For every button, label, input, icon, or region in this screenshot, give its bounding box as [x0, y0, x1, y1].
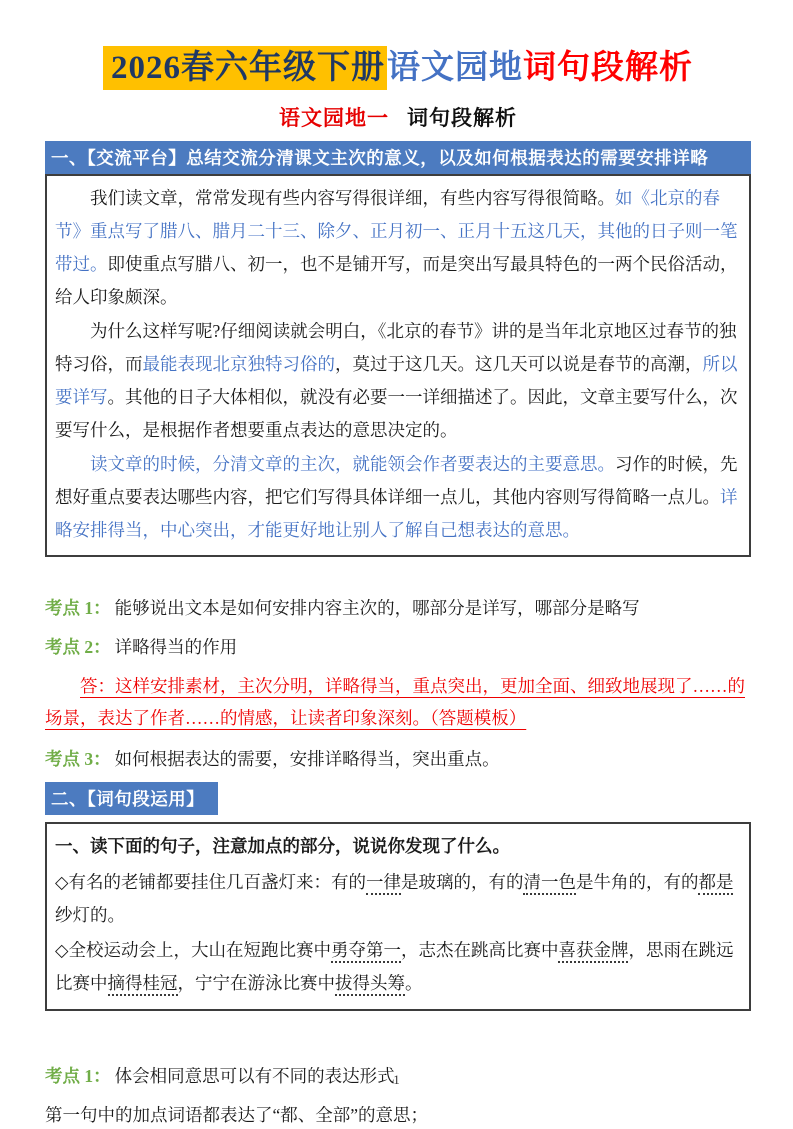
sentence-1-text-2: 是玻璃的，有的 — [400, 871, 524, 892]
kaodian-2-answer-text: 答：这样安排素材，主次分明，详略得当，重点突出，更加全面、细致地展现了……的场景，表达了作者……的情感，让读者印象深刻。（答题模板） — [45, 675, 745, 728]
kaodian-3-line — [45, 746, 751, 773]
paragraph-3-text: 习作的时候，先想好重点要表达哪些内容，把它们写得具体详细一点儿，其他内容则写得简略一点儿。 — [55, 453, 738, 507]
title-red-part: 词句段解析 — [523, 50, 693, 86]
sentence-2-emphasized-word-2: 喜获金牌 — [558, 940, 628, 963]
title-blue-part: 语文园地 — [387, 50, 523, 86]
kaodian-3-text: 如何根据表达的需要，安排详略得当，突出重点。 — [114, 749, 500, 770]
paragraph-2-text-3: 。其他的日子大体相似，就没有必要一一详细描述了。因此，文章主要写什么，次要写什么，是根据作者想要重点表达的意思决定的。 — [55, 387, 738, 441]
subtitle-unit-label: 语文园地一 — [279, 105, 389, 130]
kaodian-1-line — [45, 595, 751, 622]
usage-content-box — [45, 822, 751, 1010]
example-sentence-2 — [55, 934, 739, 1001]
kaodian-1-label: 考点 1： — [45, 598, 111, 619]
paragraph-3-highlight-2: 详略安排得当，中心突出，才能更好地让别人了解自己想表达的意思。 — [55, 486, 738, 540]
sentence-2-emphasized-word-1: 勇夺第一 — [331, 940, 401, 963]
sentence-1-emphasized-word-1: 一律 — [366, 872, 401, 895]
paragraph-2 — [55, 315, 739, 448]
kaodian-2-answer — [45, 670, 751, 735]
sentence-2-text-4: ，宁宁在游泳比赛中 — [177, 973, 335, 994]
sentence-2-text-3: ，思雨在跳远比赛中 — [55, 940, 734, 994]
kaodian-3-label: 考点 3： — [45, 749, 111, 770]
sentence-2-emphasized-word-4: 拔得头筹 — [335, 973, 405, 996]
paragraph-3-highlight: 读文章的时候，分清文章的主次，就能领会作者要表达的主要意思。 — [90, 453, 615, 474]
page-subtitle — [45, 102, 751, 132]
sentence-1-emphasized-word-2: 清一色 — [523, 872, 576, 895]
paragraph-1-text: 我们读文章，常常发现有些内容写得很详细，有些内容写得很简略。 — [90, 187, 615, 208]
sentence-2-emphasized-word-3: 摘得桂冠 — [108, 973, 178, 996]
page-title — [45, 44, 751, 94]
usage-kaodian-1-text: 体会相同意思可以有不同的表达形式 — [114, 1065, 395, 1086]
title-highlighted-part: 2026春六年级下册 — [103, 46, 387, 90]
example-sentence-1 — [55, 866, 739, 933]
paragraph-1 — [55, 182, 739, 315]
usage-kaodian-1-label: 考点 1： — [45, 1065, 111, 1086]
kaodian-1-text: 能够说出文本是如何安排内容主次的，哪部分是详写，哪部分是略写 — [114, 598, 640, 619]
platform-content-box — [45, 174, 751, 558]
sentence-2-text-2: ，志杰在跳高比赛中 — [400, 940, 559, 961]
paragraph-2-text-2: ，莫过于这几天。这几天可以说是春节的高潮， — [335, 353, 703, 374]
paragraph-2-text: 为什么这样写呢?仔细阅读就会明白，《北京的春节》讲的是当年北京地区过春节的独特习俗，而 — [55, 320, 737, 374]
subtitle-topic-label: 词句段解析 — [407, 105, 517, 130]
kaodian-2-line — [45, 634, 751, 661]
paragraph-2-highlight: 最能表现北京独特习俗的 — [142, 353, 335, 374]
paragraph-1-text-2: 即使重点写腊八、初一，也不是铺开写，而是突出写最具特色的一两个民俗活动，给人印象颇深。 — [55, 254, 738, 308]
sentence-1-emphasized-word-3: 都是 — [698, 872, 733, 895]
sentence-2-text-5: 。 — [405, 973, 423, 994]
section-header-usage: 二、【词句段运用】 — [45, 782, 218, 815]
kaodian-2-text: 详略得当的作用 — [114, 637, 238, 658]
exercise-title: 一、读下面的句子，注意加点的部分，说说你发现了什么。 — [55, 836, 510, 857]
page-number: 1 — [393, 1072, 400, 1087]
usage-kaodian-note: 第一句中的加点词语都表达了“都、全部”的意思； — [45, 1104, 429, 1125]
sentence-1-text-4: 纱灯的。 — [55, 904, 125, 925]
paragraph-1-highlight: 如《北京的春节》重点写了腊八、腊月二十三、除夕、正月初一、正月十五这几天，其他的日子则一笔带过。 — [55, 187, 738, 274]
sentence-1-text-3: 是牛角的，有的 — [575, 871, 699, 892]
sentence-2-text: ◇全校运动会上，大山在短跑比赛中 — [55, 940, 331, 961]
paragraph-3 — [55, 448, 739, 548]
paragraph-2-highlight-2: 所以要详写 — [55, 353, 738, 407]
kaodian-2-label: 考点 2： — [45, 637, 111, 658]
sentence-1-text: ◇有名的老铺都要挂住几百盏灯来：有的 — [55, 871, 366, 892]
section-header-platform: 一、【交流平台】总结交流分清课文主次的意义，以及如何根据表达的需要安排详略 — [45, 141, 751, 174]
